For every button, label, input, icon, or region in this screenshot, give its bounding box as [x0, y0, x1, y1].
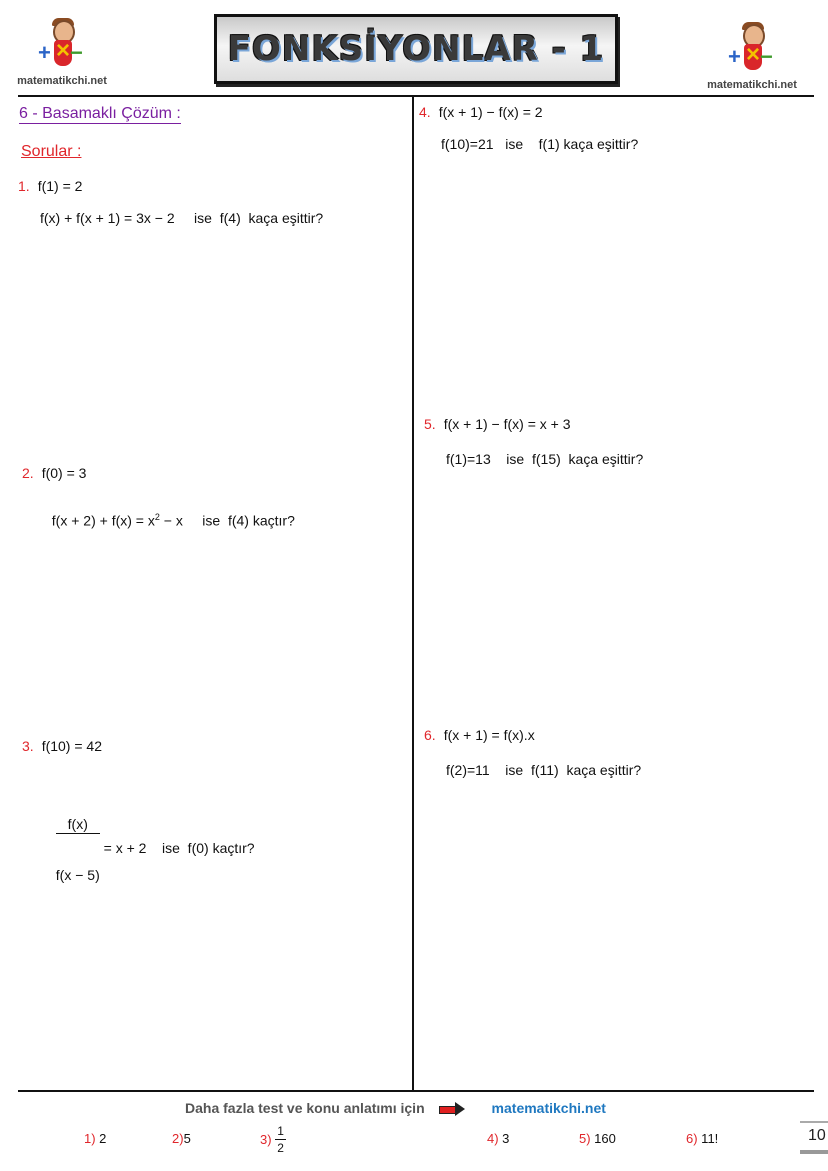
- question-number: 6.: [424, 727, 436, 743]
- promo-text: Daha fazla test ve konu anlatımı için: [185, 1100, 425, 1116]
- question-given: f(x + 1) − f(x) = 2: [438, 104, 543, 120]
- answer-value: 5: [183, 1131, 191, 1146]
- column-divider: [412, 95, 414, 1091]
- question-given: f(x + 1) = f(x).x: [443, 727, 535, 743]
- exponent: 2: [154, 512, 160, 522]
- question-4-body: f(10)=21 ise f(1) kaça eşittir?: [441, 136, 639, 152]
- fraction-denominator: f(x − 5): [55, 867, 100, 883]
- mascot-icon: + × −: [32, 18, 92, 73]
- answer-value: 2: [95, 1131, 107, 1146]
- answer-number: 2): [172, 1131, 184, 1146]
- answer-value: 3: [498, 1131, 510, 1146]
- page-number-rule-bottom: [800, 1150, 828, 1154]
- question-1-body: f(x) + f(x + 1) = 3x − 2 ise f(4) kaça eşittir?: [40, 210, 324, 226]
- question-number: 4.: [419, 104, 431, 120]
- question-given: f(x + 1) − f(x) = x + 3: [443, 416, 571, 432]
- answer-fraction: [275, 1124, 286, 1155]
- page-number-rule-top: [800, 1121, 828, 1123]
- answer-2: [172, 1131, 191, 1146]
- logo-right: [692, 22, 812, 102]
- question-number: 1.: [18, 178, 30, 194]
- answer-5: [579, 1131, 616, 1146]
- header-divider: [18, 95, 814, 97]
- question-given: f(0) = 3: [41, 465, 87, 481]
- question-5: [424, 416, 571, 434]
- mascot-icon: + × −: [722, 22, 782, 77]
- question-3-body: [48, 768, 255, 915]
- equation-text: = x + 2 ise f(0) kaçtır?: [99, 840, 255, 857]
- page-title: FONKSİYONLAR - 1: [227, 29, 605, 69]
- equation-text: f(x + 2) + f(x) = x: [51, 512, 155, 529]
- answer-number: 5): [579, 1131, 591, 1146]
- answer-4: [487, 1131, 509, 1146]
- page-number: 10: [808, 1127, 826, 1144]
- question-number: 3.: [22, 738, 34, 754]
- logo-site-text: matematikchi.net: [707, 79, 797, 91]
- answer-value: 160: [590, 1131, 616, 1146]
- question-5-body: f(1)=13 ise f(15) kaça eşittir?: [446, 451, 644, 467]
- answer-1: [84, 1131, 106, 1146]
- question-2-body: [44, 496, 295, 529]
- arrow-right-icon: [439, 1104, 465, 1114]
- title-banner: [214, 14, 618, 84]
- fraction-numerator: 1: [277, 1124, 284, 1138]
- section-title: 6 - Basamaklı Çözüm :: [19, 105, 181, 122]
- promo-link[interactable]: matematikchi.net: [491, 1100, 606, 1116]
- answer-6: [686, 1131, 718, 1146]
- questions-heading: Sorular :: [21, 143, 82, 160]
- question-given: f(1) = 2: [37, 178, 83, 194]
- answer-number: 3): [260, 1132, 272, 1147]
- fraction-numerator: f(x): [56, 816, 100, 834]
- question-2: [22, 465, 86, 483]
- fraction: [56, 784, 100, 915]
- footer-divider: [18, 1090, 814, 1092]
- question-4: [419, 104, 543, 122]
- question-6-body: f(2)=11 ise f(11) kaça eşittir?: [446, 762, 642, 778]
- logo-site-text: matematikchi.net: [17, 75, 107, 87]
- answer-number: 6): [686, 1131, 698, 1146]
- answer-3: [260, 1124, 286, 1155]
- question-number: 5.: [424, 416, 436, 432]
- question-number: 2.: [22, 465, 34, 481]
- question-3: [22, 738, 102, 756]
- question-1: [18, 178, 82, 196]
- answer-number: 4): [487, 1131, 499, 1146]
- question-given: f(10) = 42: [41, 738, 103, 754]
- answer-number: 1): [84, 1131, 96, 1146]
- footer-promo: [185, 1100, 606, 1118]
- logo-left: [2, 18, 122, 98]
- equation-text: − x ise f(4) kaçtır?: [159, 512, 295, 529]
- fraction-denominator: 2: [277, 1141, 284, 1155]
- question-6: [424, 727, 535, 745]
- answer-value: 11!: [697, 1131, 719, 1146]
